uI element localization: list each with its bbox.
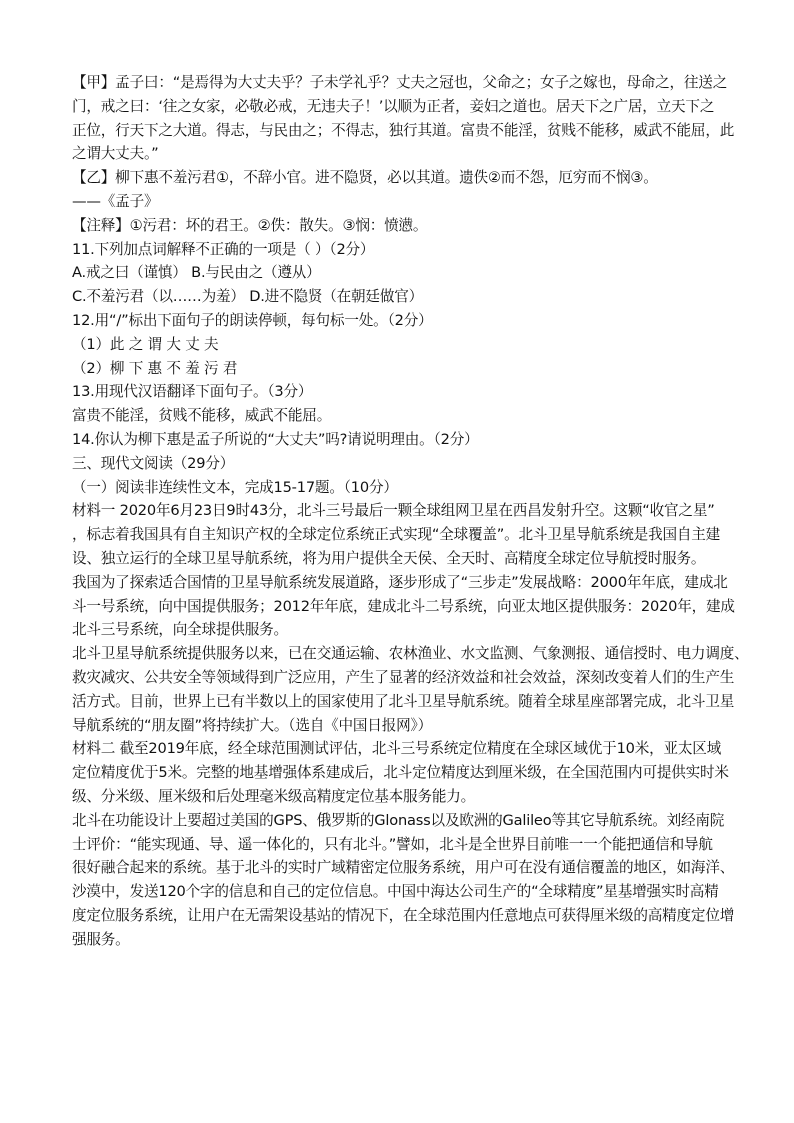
text-line: ，标志着我国具有自主知识产权的全球定位系统正式实现“全球覆盖”。北斗卫星导航系统是我国自主建 [72,526,721,544]
text-line: 13.用现代汉语翻译下面句子。（3分） [72,383,313,401]
text-line: 材料二 截至2019年底，经全球范围测试评估，北斗三号系统定位精度在全球区域优于10米，亚太区域 [72,740,722,758]
text-line: 斗一号系统，向中国提供服务；2012年年底，建成北斗二号系统，向亚太地区提供服务：2020年，建成 [72,597,735,615]
text-line: （1）此 之 谓 大 丈 夫 [72,335,219,353]
text-line: 定位精度优于5米。完整的地基增强体系建成后，北斗定位精度达到厘米级，在全国范围内可提供实时米 [72,764,729,782]
text-line: 北斗在功能设计上要超过美国的GPS、俄罗斯的Glonass以及欧洲的Galileo等其它导航系统。刘经南院 [72,811,725,829]
text-line: A.戒之曰（谨慎） B.与民由之（遵从） [72,264,321,282]
text-line: C.不羞污君（以……为羞） D.进不隐贤（在朝廷做官） [72,288,424,306]
text-line: 材料一 2020年6月23日9时43分，北斗三号最后一颗全球组网卫星在西昌发射升空。这颗“收官之星” [72,502,715,520]
text-line: 12.用“/”标出下面句子的朗读停顿，每句标一处。（2分） [72,311,433,329]
text-line: 强服务。 [72,930,130,948]
text-line: 度定位服务系统，让用户在无需架设基站的情况下，在全球范围内任意地点可获得厘米级的高精度定位增 [72,906,735,924]
text-line: 很好融合起来的系统。基于北斗的实时广域精密定位服务系统，用户可在没有通信覆盖的地区，如海洋、 [72,859,735,877]
text-line: 活方式。目前，世界上已有半数以上的国家使用了北斗卫星导航系统。随着全球星座部署完成，北斗卫星 [72,692,735,710]
text-line: 【乙】柳下惠不羞污君①，不辞小官。进不隐贤，必以其道。遗佚②而不怨，厄穷而不悯③。 [72,169,658,187]
text-line: 北斗卫星导航系统提供服务以来，已在交通运输、农林渔业、水文监测、气象测报、通信授时、电力调度、 [72,645,749,663]
text-line: 级、分米级、厘米级和后处理毫米级高精度定位基本服务能力。 [72,787,476,805]
text-line: 沙漠中，发送120个字的信息和自己的定位信息。中国中海达公司生产的“全球精度”星基增强实时高精 [72,883,719,901]
text-line: 富贵不能淫，贫贱不能移，威武不能屈。 [72,407,332,425]
text-line: 11.下列加点词解释不正确的一项是（ ）（2分） [72,240,375,258]
text-line: 14.你认为柳下惠是孟子所说的“大丈夫”吗?请说明理由。（2分） [72,430,479,448]
text-line: 之谓大丈夫。” [72,145,159,163]
text-line: 【注释】①污君：坏的君王。②佚：散失。③悯：愤懑。 [72,216,428,234]
document-body [72,71,752,951]
text-line: 救灾减灾、公共安全等领域得到广泛应用，产生了显著的经济效益和社会效益，深刻改变着人们的生产生 [72,668,735,686]
text-line: （一）阅读非连续性文本，完成15-17题。（10分） [72,478,398,496]
text-line: 北斗三号系统，向全球提供服务。 [72,621,288,639]
text-line: 三、现代文阅读（29分） [72,454,235,472]
text-line: 门，戒之曰：‘往之女家，必敬必戒，无违夫子！’以顺为正者，妾妇之道也。居天下之广居，立天下之 [72,97,715,115]
text-line: （2）柳 下 惠 不 羞 污 君 [72,359,238,377]
text-line: 设、独立运行的全球卫星导航系统，将为用户提供全天侯、全天时、高精度全球定位导航授时服务。 [72,549,706,567]
text-line: 【甲】孟子曰：“是焉得为大丈夫乎？子未学礼乎？丈夫之冠也，父命之；女子之嫁也，母命之，往送之 [72,74,728,91]
text-line: 士评价：“能实现通、导、遥一体化的，只有北斗。”譬如，北斗是全世界目前唯一一个能把通信和导航 [72,835,713,853]
text-line: 我国为了探索适合国情的卫星导航系统发展道路，逐步形成了“三步走”发展战略：2000年年底，建成北 [72,573,728,591]
text-line: 正位，行天下之大道。得志，与民由之；不得志，独行其道。富贵不能淫，贫贱不能移，威武不能屈，此 [72,121,735,139]
text-line: ——《孟子》 [72,192,159,210]
text-line: 导航系统的“朋友圈”将持续扩大。（选自《中国日报网》） [72,716,432,734]
